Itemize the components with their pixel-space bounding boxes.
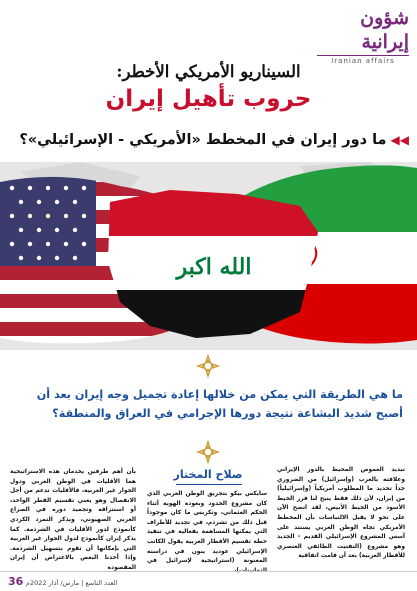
logo-arabic: شؤون إيرانية xyxy=(360,7,409,53)
body-column-left: بأن أهم طرفين يخدمان هذه الاستراتيجية هما الأقليات في الوطن العربي ودول الجوار غير العربية، فالأقليات تدعم من أجل الانفصال وهو يعني تقسيم القطر الواحد، أو استنزافه وتجميد دوره في الصراع العربي الصهيوني، ويذكر التمرد الكردي كأنموذج لدور الأقليات في الشرذمة. كما يذكر إيران كأنموذج لدول الجوار غير العربية التي بإمكانها أن تقوم بتسهيل الشرذمة. وإذا أخذنا البعض بالاعتراض أن إيران المقصودة xyxy=(10,469,136,571)
article-headline: حروب تأهيل إيران xyxy=(105,86,312,112)
body-column-middle: سايكس بيكو بتجزيق الوطن العربي الذي كان مشروع الحدود وبعودة الهوية أثناء الحكم العثماني، وتكريس ما كان موجوداً قبل ذلك من تشرذم، في تجديد للأطراف التي يمكنها المساهمة بفعالية في تنفيذ خطة تقسيم الأقطار العربية يقول الكاتب الإسرائيلي عوديد ينون في دراسته المعنونة (استراتيجية لإسرائيل في الثمانينات)، xyxy=(147,491,267,574)
flags-fist-bump-photo xyxy=(0,162,417,350)
byline-divider xyxy=(176,484,242,485)
body-column-right: تبديد الغموض المحيط بالدور الإيراني وعلاقته بالغرب (وإسرائيل) من الضروري جداً تحديد ما المطلوب أمريكياً (وإسرائيلياً) من إيران، لأن ذلك فقط يتيح لنا فرز الخيط الأسود من الخيط الأبيض، لقد اتضح الآن على نحو لا يقبل الالتباسات بأن المخطط الأمريكي تجاه الوطن العربي يستند على أسس المشروع الإسرائيلي القديم - الجديد وهو مشروع (التفتيت الطائفي العنصري للأقطار العربية) بعد أن قامت اتفاقية xyxy=(277,467,405,560)
double-arrow-icon: ◀◀ xyxy=(390,133,409,147)
article-kicker: السيناريو الأمريكي الأخطر: xyxy=(116,62,301,81)
ornament-bottom-icon xyxy=(196,440,220,464)
page-footer xyxy=(0,571,417,591)
subhead-text: ما دور إيران في المخطط «الأمريكي - الإسرائيلي»؟ xyxy=(19,132,387,148)
magazine-logo xyxy=(317,6,409,65)
author-byline: صلاح المختار xyxy=(173,468,243,481)
article-subhead xyxy=(8,132,409,148)
flag-takbir-text: الله اكبر xyxy=(176,254,252,280)
flags-illustration xyxy=(0,162,417,350)
pull-quote: ما هي الطريقة التي يمكن من خلالها إعادة تجميل وجه إيران بعد أن أصبح شديد البشاعة نتيجة دورها الإجرامي في العراق والمنطقة؟ xyxy=(36,388,403,420)
logo-english: Iranian affairs xyxy=(317,55,409,65)
issue-info: العدد التاسع | مارس/ آذار 2022م xyxy=(26,579,118,587)
ornament-top-icon xyxy=(196,354,220,378)
page-number: 36 xyxy=(8,575,24,588)
